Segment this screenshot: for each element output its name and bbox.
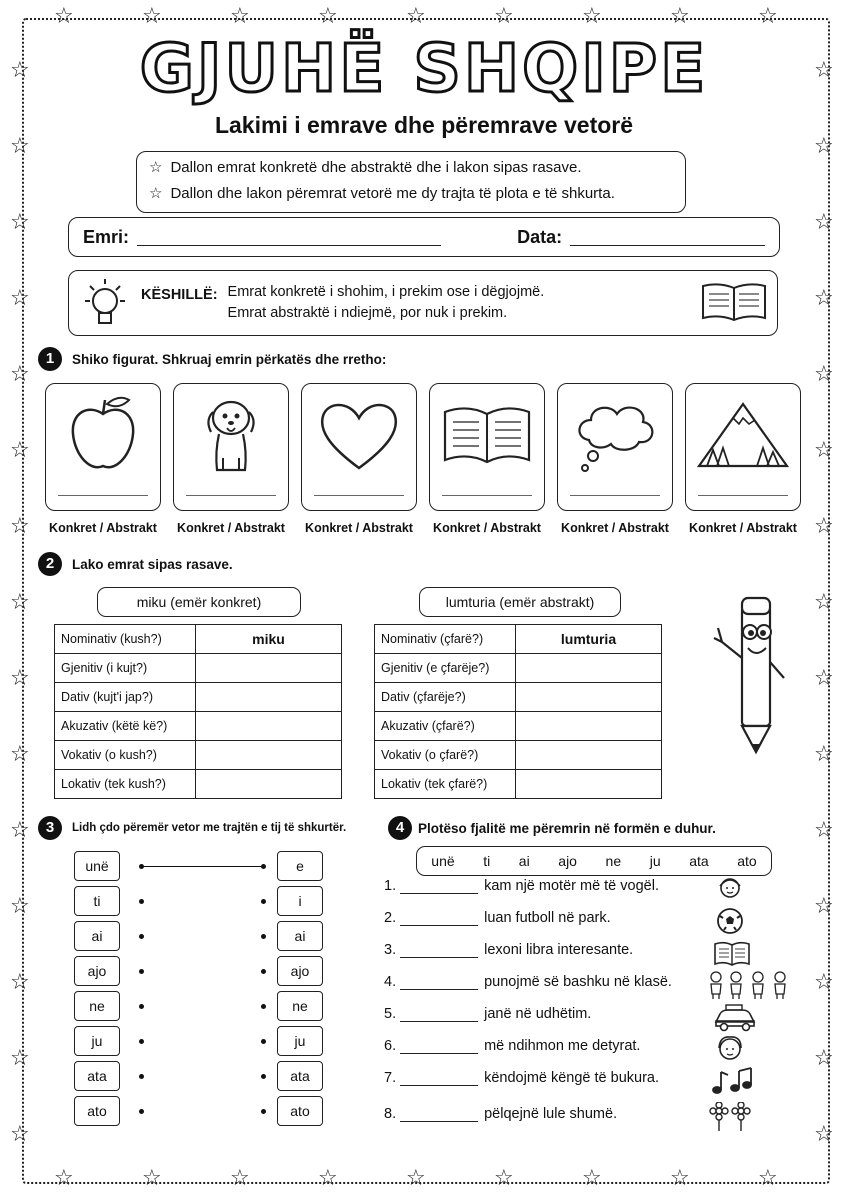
answer-blank[interactable] bbox=[400, 1007, 478, 1022]
pronoun-short[interactable]: ajo bbox=[277, 956, 323, 986]
book-icon bbox=[712, 938, 752, 973]
match-point[interactable] bbox=[139, 1074, 144, 1079]
star-icon: ☆ bbox=[814, 438, 834, 463]
answer-line[interactable] bbox=[58, 495, 148, 496]
star-icon: ☆ bbox=[230, 4, 250, 29]
match-point[interactable] bbox=[139, 899, 144, 904]
star-icon: ☆ bbox=[406, 4, 426, 29]
sentence-row bbox=[384, 1106, 617, 1122]
sentence-number: 6. bbox=[384, 1038, 397, 1054]
star-icon: ☆ bbox=[10, 210, 30, 235]
star-icon: ☆ bbox=[670, 4, 690, 29]
case-answer-field[interactable] bbox=[516, 683, 662, 712]
sentence-number: 8. bbox=[384, 1106, 397, 1122]
case-label: Nominativ (çfarë?) bbox=[375, 625, 516, 654]
objective-item bbox=[149, 155, 673, 181]
case-answer-field[interactable] bbox=[516, 741, 662, 770]
tip-text bbox=[228, 282, 545, 324]
pronoun-full[interactable]: ata bbox=[74, 1061, 120, 1091]
star-icon: ☆ bbox=[494, 1166, 514, 1191]
date-label: Data: bbox=[517, 226, 563, 247]
case-label: Dativ (kujt'i jap?) bbox=[55, 683, 196, 712]
sentence-text: pëlqejnë lule shumë. bbox=[484, 1106, 618, 1122]
star-icon: ☆ bbox=[10, 1046, 30, 1071]
star-icon: ☆ bbox=[814, 894, 834, 919]
sentence-number: 5. bbox=[384, 1006, 397, 1022]
star-icon: ☆ bbox=[814, 514, 834, 539]
thought-cloud-icon bbox=[565, 390, 665, 480]
declension-table-abstract bbox=[374, 624, 662, 799]
pronoun-full[interactable]: ajo bbox=[74, 956, 120, 986]
case-label: Lokativ (tek kush?) bbox=[55, 770, 196, 799]
sentence-row bbox=[384, 1070, 659, 1086]
picture-caption[interactable]: Konkret / Abstrakt bbox=[561, 521, 669, 535]
star-icon: ☆ bbox=[494, 4, 514, 29]
star-icon: ☆ bbox=[10, 362, 30, 387]
match-point[interactable] bbox=[261, 1004, 266, 1009]
star-icon: ☆ bbox=[10, 894, 30, 919]
name-field[interactable] bbox=[137, 229, 441, 246]
star-icon: ☆ bbox=[54, 1166, 74, 1191]
star-icon: ☆ bbox=[149, 159, 163, 176]
children-icon bbox=[706, 970, 790, 1005]
case-label: Gjenitiv (e çfarëje?) bbox=[375, 654, 516, 683]
sentence-number: 7. bbox=[384, 1070, 397, 1086]
pronoun-full[interactable]: ti bbox=[74, 886, 120, 916]
answer-line[interactable] bbox=[698, 495, 788, 496]
pronoun-short[interactable]: i bbox=[277, 886, 323, 916]
word-bank-item: ajo bbox=[558, 853, 577, 869]
objective-item bbox=[149, 181, 673, 207]
picture-card bbox=[557, 383, 673, 511]
tip-line: Emrat abstraktë i ndiejmë, por nuk i prekim. bbox=[227, 305, 508, 321]
word-bank-item: ne bbox=[605, 853, 622, 869]
case-answer-field[interactable] bbox=[196, 654, 342, 683]
case-answer-field[interactable] bbox=[516, 654, 662, 683]
case-answer: miku bbox=[196, 625, 342, 654]
lightbulb-icon bbox=[75, 275, 135, 331]
star-icon: ☆ bbox=[10, 134, 30, 159]
answer-blank[interactable] bbox=[400, 1071, 478, 1086]
word-bank-item: ti bbox=[483, 853, 491, 869]
word-bank-item: ato bbox=[737, 853, 757, 869]
star-icon: ☆ bbox=[318, 4, 338, 29]
answer-blank[interactable] bbox=[400, 1039, 478, 1054]
apple-icon bbox=[53, 390, 153, 480]
match-point[interactable] bbox=[261, 1109, 266, 1114]
match-point[interactable] bbox=[261, 899, 266, 904]
section-instruction: Plotëso fjalitë me përemrin në formën e duhur. bbox=[418, 821, 716, 836]
star-icon: ☆ bbox=[10, 286, 30, 311]
pronoun-short[interactable]: ai bbox=[277, 921, 323, 951]
match-point[interactable] bbox=[261, 1074, 266, 1079]
star-icon: ☆ bbox=[10, 818, 30, 843]
match-point[interactable] bbox=[139, 1004, 144, 1009]
objective-text: Dallon emrat konkretë dhe abstraktë dhe i lakon sipas rasave. bbox=[170, 159, 582, 176]
music-notes-icon bbox=[708, 1066, 752, 1101]
picture-caption[interactable]: Konkret / Abstrakt bbox=[433, 521, 541, 535]
match-point[interactable] bbox=[139, 1109, 144, 1114]
sentence-row bbox=[384, 910, 611, 926]
answer-blank[interactable] bbox=[400, 911, 478, 926]
sentence-text: kam një motër më të vogël. bbox=[484, 878, 659, 894]
pronoun-short[interactable]: ju bbox=[277, 1026, 323, 1056]
star-icon: ☆ bbox=[814, 134, 834, 159]
answer-blank[interactable] bbox=[400, 975, 478, 990]
case-answer-field[interactable] bbox=[196, 770, 342, 799]
pronoun-full[interactable]: ai bbox=[74, 921, 120, 951]
star-icon: ☆ bbox=[406, 1166, 426, 1191]
match-point[interactable] bbox=[261, 969, 266, 974]
case-label: Vokativ (o çfarë?) bbox=[375, 741, 516, 770]
flowers-icon bbox=[708, 1102, 752, 1137]
star-icon: ☆ bbox=[814, 58, 834, 83]
declension-table-concrete bbox=[54, 624, 342, 799]
picture-card bbox=[45, 383, 161, 511]
name-label: Emri: bbox=[83, 226, 130, 247]
page-subtitle: Lakimi i emrave dhe përemrave vetorë bbox=[214, 112, 634, 138]
car-icon bbox=[712, 1002, 758, 1037]
sentence-text: më ndihmon me detyrat. bbox=[484, 1038, 641, 1054]
pronoun-full[interactable]: ato bbox=[74, 1096, 120, 1126]
star-icon: ☆ bbox=[814, 210, 834, 235]
case-answer: lumturia bbox=[516, 625, 662, 654]
star-icon: ☆ bbox=[10, 58, 30, 83]
section-instruction: Lako emrat sipas rasave. bbox=[72, 557, 233, 572]
case-label: Akuzativ (këtë kë?) bbox=[55, 712, 196, 741]
sentence-number: 1. bbox=[384, 878, 397, 894]
case-label: Dativ (çfarëje?) bbox=[375, 683, 516, 712]
answer-line[interactable] bbox=[314, 495, 404, 496]
tip-box bbox=[68, 270, 778, 336]
star-icon: ☆ bbox=[814, 666, 834, 691]
star-icon: ☆ bbox=[582, 1166, 602, 1191]
star-icon: ☆ bbox=[814, 818, 834, 843]
sentence-text: këndojmë këngë të bukura. bbox=[484, 1070, 660, 1086]
section-number: 3 bbox=[38, 816, 62, 840]
star-icon: ☆ bbox=[142, 4, 162, 29]
star-icon: ☆ bbox=[10, 1122, 30, 1147]
soccer-ball-icon bbox=[712, 906, 748, 941]
picture-caption[interactable]: Konkret / Abstrakt bbox=[689, 521, 797, 535]
case-label: Nominativ (kush?) bbox=[55, 625, 196, 654]
sentence-row bbox=[384, 1006, 591, 1022]
sentence-text: punojmë së bashku në klasë. bbox=[484, 974, 672, 990]
picture-caption[interactable]: Konkret / Abstrakt bbox=[49, 521, 157, 535]
word-bank-item: ata bbox=[689, 853, 709, 869]
picture-caption[interactable]: Konkret / Abstrakt bbox=[177, 521, 285, 535]
name-date-box bbox=[68, 217, 780, 257]
case-label: Akuzativ (çfarë?) bbox=[375, 712, 516, 741]
sentence-row bbox=[384, 942, 633, 958]
match-point[interactable] bbox=[261, 1039, 266, 1044]
date-field[interactable] bbox=[570, 229, 765, 246]
sentence-text: luan futboll në park. bbox=[484, 910, 611, 926]
word-bank-item: ai bbox=[518, 853, 530, 869]
woman-icon bbox=[712, 1034, 748, 1069]
star-icon: ☆ bbox=[10, 590, 30, 615]
section-instruction: Lidh çdo përemër vetor me trajtën e tij të shkurtër. bbox=[72, 822, 347, 834]
star-icon: ☆ bbox=[149, 185, 163, 202]
mountain-icon bbox=[693, 390, 793, 480]
star-icon: ☆ bbox=[758, 1166, 778, 1191]
star-icon: ☆ bbox=[318, 1166, 338, 1191]
star-icon: ☆ bbox=[814, 362, 834, 387]
star-icon: ☆ bbox=[814, 1122, 834, 1147]
answer-line[interactable] bbox=[186, 495, 276, 496]
case-answer-field[interactable] bbox=[196, 741, 342, 770]
dog-icon bbox=[181, 390, 281, 480]
star-icon: ☆ bbox=[10, 742, 30, 767]
sentence-number: 4. bbox=[384, 974, 397, 990]
picture-card bbox=[685, 383, 801, 511]
sentence-number: 2. bbox=[384, 910, 397, 926]
sentence-row bbox=[384, 974, 672, 990]
sentence-text: lexoni libra interesante. bbox=[484, 942, 634, 958]
answer-line[interactable] bbox=[442, 495, 532, 496]
sentence-number: 3. bbox=[384, 942, 397, 958]
star-icon: ☆ bbox=[814, 286, 834, 311]
section-number: 4 bbox=[388, 816, 412, 840]
match-point[interactable] bbox=[139, 934, 144, 939]
case-label: Lokativ (tek çfarë?) bbox=[375, 770, 516, 799]
pronoun-short[interactable]: ata bbox=[277, 1061, 323, 1091]
star-icon: ☆ bbox=[54, 4, 74, 29]
case-answer-field[interactable] bbox=[516, 770, 662, 799]
objectives-box bbox=[136, 151, 686, 213]
pronoun-short[interactable]: ne bbox=[277, 991, 323, 1021]
star-icon: ☆ bbox=[814, 1046, 834, 1071]
star-icon: ☆ bbox=[582, 4, 602, 29]
picture-card bbox=[301, 383, 417, 511]
case-label: Gjenitiv (i kujt?) bbox=[55, 654, 196, 683]
section-number: 1 bbox=[38, 347, 62, 371]
star-icon: ☆ bbox=[142, 1166, 162, 1191]
answer-blank[interactable] bbox=[400, 943, 478, 958]
match-line bbox=[141, 866, 263, 867]
pronoun-short[interactable]: e bbox=[277, 851, 323, 881]
sentence-row bbox=[384, 1038, 640, 1054]
section-number: 2 bbox=[38, 552, 62, 576]
case-answer-field[interactable] bbox=[196, 712, 342, 741]
sentence-row bbox=[384, 878, 659, 894]
star-icon: ☆ bbox=[10, 514, 30, 539]
star-icon: ☆ bbox=[10, 438, 30, 463]
section-instruction: Shiko figurat. Shkruaj emrin përkatës dhe rretho: bbox=[72, 352, 387, 367]
case-label: Vokativ (o kush?) bbox=[55, 741, 196, 770]
answer-blank[interactable] bbox=[400, 879, 478, 894]
tip-label: KËSHILLË: bbox=[141, 287, 218, 303]
match-point[interactable] bbox=[261, 934, 266, 939]
book-icon bbox=[437, 390, 537, 480]
table-heading: miku (emër konkret) bbox=[97, 587, 301, 617]
match-point[interactable] bbox=[139, 969, 144, 974]
pencil-mascot-icon bbox=[704, 586, 794, 756]
objective-text: Dallon dhe lakon përemrat vetorë me dy trajta të plota e të shkurta. bbox=[170, 185, 615, 202]
star-icon: ☆ bbox=[814, 970, 834, 995]
picture-card bbox=[429, 383, 545, 511]
star-icon: ☆ bbox=[814, 742, 834, 767]
table-heading: lumturia (emër abstrakt) bbox=[419, 587, 621, 617]
star-icon: ☆ bbox=[670, 1166, 690, 1191]
sentence-text: janë në udhëtim. bbox=[484, 1006, 592, 1022]
heart-icon bbox=[309, 390, 409, 480]
pronoun-short[interactable]: ato bbox=[277, 1096, 323, 1126]
answer-line[interactable] bbox=[570, 495, 660, 496]
page-title: GJUHË SHQIPE bbox=[139, 30, 709, 107]
word-bank bbox=[416, 846, 772, 876]
answer-blank[interactable] bbox=[400, 1107, 478, 1122]
girl-icon bbox=[712, 874, 748, 909]
word-bank-item: ju bbox=[649, 853, 661, 869]
star-icon: ☆ bbox=[758, 4, 778, 29]
case-answer-field[interactable] bbox=[196, 683, 342, 712]
star-icon: ☆ bbox=[814, 590, 834, 615]
pronoun-full[interactable]: ne bbox=[74, 991, 120, 1021]
picture-caption[interactable]: Konkret / Abstrakt bbox=[305, 521, 413, 535]
star-icon: ☆ bbox=[10, 970, 30, 995]
case-answer-field[interactable] bbox=[516, 712, 662, 741]
picture-card bbox=[173, 383, 289, 511]
book-icon bbox=[699, 278, 769, 328]
match-point[interactable] bbox=[139, 1039, 144, 1044]
pronoun-full[interactable]: ju bbox=[74, 1026, 120, 1056]
word-bank-item: unë bbox=[431, 853, 455, 869]
tip-line: Emrat konkretë i shohim, i prekim ose i dëgjojmë. bbox=[227, 284, 545, 300]
star-icon: ☆ bbox=[10, 666, 30, 691]
star-icon: ☆ bbox=[230, 1166, 250, 1191]
pronoun-full[interactable]: unë bbox=[74, 851, 120, 881]
